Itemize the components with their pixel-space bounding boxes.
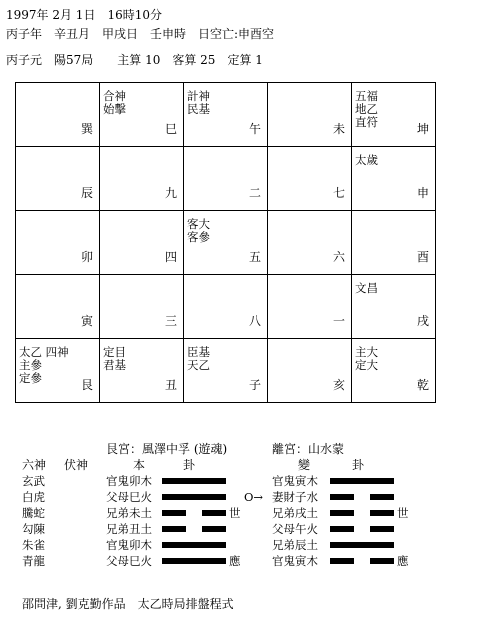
palace-cell <box>15 82 99 146</box>
base-yang-line <box>162 558 226 564</box>
palace-cell <box>99 338 183 402</box>
col-header-ben: 本 <box>133 458 146 472</box>
palace-name: 卯 <box>80 250 93 264</box>
palace-cell <box>15 210 99 274</box>
base-line-label: 兄弟丑土 <box>106 522 152 536</box>
palace-name: 艮 <box>80 378 93 392</box>
footer-credit: 邵問津, 劉克勤作品 太乙時局排盤程式 <box>22 597 234 611</box>
palace-stars <box>355 346 378 372</box>
grid-line-horizontal <box>15 402 436 403</box>
palace-name: 二 <box>248 186 261 200</box>
changed-line-label: 父母午火 <box>272 522 318 536</box>
palace-cell <box>351 210 435 274</box>
col-header-gua: 卦 <box>183 458 196 472</box>
col-header-gua-changed: 卦 <box>352 458 365 472</box>
palace-star: 合神 <box>103 89 126 103</box>
palace-star: 五福 <box>355 89 378 103</box>
base-yang-line <box>162 494 226 500</box>
col-header-liushen: 六神 <box>22 458 47 472</box>
col-header-bian: 變 <box>298 458 311 472</box>
grid-line-vertical <box>435 82 436 403</box>
palace-name: 三 <box>164 314 177 328</box>
palace-cell <box>183 146 267 210</box>
palace-cell <box>351 146 435 210</box>
palace-star: 定大 <box>355 358 378 372</box>
palace-cell <box>15 338 99 402</box>
palace-cell <box>183 82 267 146</box>
palace-cell <box>351 274 435 338</box>
palace-cell <box>99 210 183 274</box>
palace-stars <box>187 346 210 372</box>
base-yang-line <box>162 542 226 548</box>
changed-hexagram-title: 離宮：山水蒙 <box>272 442 345 456</box>
base-line-label: 官鬼卯木 <box>106 538 152 552</box>
base-line-label: 父母巳火 <box>106 554 152 568</box>
col-header-fushen: 伏神 <box>64 458 89 472</box>
palace-star: 定目 <box>103 345 126 359</box>
header-pillars: 丙子年 辛丑月 甲戌日 壬申時 日空亡:申酉空 <box>6 27 275 41</box>
palace-name: 九 <box>164 186 177 200</box>
palace-star: 民基 <box>187 102 210 116</box>
palace-star: 地乙 <box>355 102 378 116</box>
palace-name: 巳 <box>164 122 177 136</box>
taiyi-grid <box>15 82 435 402</box>
moving-marker: O→ <box>244 490 264 504</box>
palace-name: 未 <box>332 122 345 136</box>
palace-cell <box>267 274 351 338</box>
changed-line-mark: 世 <box>397 506 409 520</box>
palace-star: 臣基 <box>187 345 210 359</box>
palace-stars <box>187 218 210 244</box>
palace-stars <box>187 90 210 116</box>
palace-cell <box>267 210 351 274</box>
changed-yin-line-left <box>330 510 354 516</box>
palace-star: 太乙 四神 <box>19 345 69 359</box>
base-line-label: 兄弟未土 <box>106 506 152 520</box>
palace-name: 戌 <box>416 314 429 328</box>
palace-name: 丑 <box>164 378 177 392</box>
palace-star: 太歲 <box>355 153 378 167</box>
palace-cell <box>183 274 267 338</box>
header-datetime: 1997年 2月 1日 16時10分 <box>6 8 162 22</box>
palace-cell <box>99 82 183 146</box>
changed-yin-line-right <box>370 526 394 532</box>
palace-name: 一 <box>332 314 345 328</box>
base-yin-line-left <box>162 526 186 532</box>
palace-cell <box>15 146 99 210</box>
palace-name: 亥 <box>332 378 345 392</box>
palace-name: 寅 <box>80 314 93 328</box>
base-line-mark: 應 <box>229 554 241 568</box>
palace-cell <box>15 274 99 338</box>
header-summary: 丙子元 陽57局 主算 10 客算 25 定算 1 <box>6 53 263 67</box>
palace-cell <box>183 210 267 274</box>
changed-line-label: 兄弟戌土 <box>272 506 318 520</box>
palace-name: 酉 <box>416 250 429 264</box>
palace-name: 五 <box>248 250 261 264</box>
palace-stars <box>103 90 126 116</box>
palace-cell <box>183 338 267 402</box>
palace-star: 君基 <box>103 358 126 372</box>
palace-cell <box>99 146 183 210</box>
base-yin-line-left <box>162 510 186 516</box>
palace-cell <box>267 82 351 146</box>
palace-stars <box>103 346 126 372</box>
base-line-label: 父母巳火 <box>106 490 152 504</box>
palace-name: 坤 <box>416 122 429 136</box>
palace-name: 四 <box>164 250 177 264</box>
palace-star: 計神 <box>187 89 210 103</box>
liushen-label: 白虎 <box>22 490 45 504</box>
palace-stars <box>355 154 378 167</box>
base-line-label: 官鬼卯木 <box>106 474 152 488</box>
changed-yang-line <box>330 542 394 548</box>
base-yin-line-right <box>202 526 226 532</box>
palace-star: 主參 <box>19 358 42 372</box>
palace-name: 辰 <box>80 186 93 200</box>
changed-yin-line-left <box>330 526 354 532</box>
palace-star: 主大 <box>355 345 378 359</box>
palace-star: 文昌 <box>355 281 378 295</box>
palace-star: 客大 <box>187 217 210 231</box>
palace-name: 子 <box>248 378 261 392</box>
changed-line-label: 兄弟辰土 <box>272 538 318 552</box>
changed-yin-line-left <box>330 494 354 500</box>
liushen-label: 青龍 <box>22 554 45 568</box>
palace-name: 七 <box>332 186 345 200</box>
changed-yin-line-right <box>370 510 394 516</box>
palace-stars <box>355 90 378 129</box>
base-yang-line <box>162 478 226 484</box>
liushen-label: 朱雀 <box>22 538 45 552</box>
changed-line-label: 官鬼寅木 <box>272 554 318 568</box>
palace-stars <box>355 282 378 295</box>
base-yin-line-right <box>202 510 226 516</box>
palace-cell <box>99 274 183 338</box>
palace-name: 八 <box>248 314 261 328</box>
palace-name: 午 <box>248 122 261 136</box>
palace-cell <box>351 338 435 402</box>
palace-cell <box>267 338 351 402</box>
liushen-label: 騰蛇 <box>22 506 45 520</box>
changed-yang-line <box>330 478 394 484</box>
base-hexagram-title: 艮宮：風澤中孚 (遊魂) <box>106 442 228 456</box>
palace-name: 乾 <box>416 378 429 392</box>
changed-line-label: 官鬼寅木 <box>272 474 318 488</box>
palace-star: 客參 <box>187 230 210 244</box>
changed-line-mark: 應 <box>397 554 409 568</box>
changed-line-label: 妻財子水 <box>272 490 318 504</box>
liushen-label: 勾陳 <box>22 522 45 536</box>
palace-star: 直符 <box>355 115 378 129</box>
palace-star: 定參 <box>19 371 42 385</box>
changed-yin-line-right <box>370 494 394 500</box>
palace-name: 六 <box>332 250 345 264</box>
base-line-mark: 世 <box>229 506 241 520</box>
palace-name: 申 <box>416 186 429 200</box>
palace-star: 天乙 <box>187 358 210 372</box>
palace-name: 巽 <box>80 122 93 136</box>
palace-cell <box>267 146 351 210</box>
liushen-label: 玄武 <box>22 474 45 488</box>
palace-stars <box>19 346 69 385</box>
palace-star: 始擊 <box>103 102 126 116</box>
changed-yin-line-left <box>330 558 354 564</box>
changed-yin-line-right <box>370 558 394 564</box>
palace-cell <box>351 82 435 146</box>
